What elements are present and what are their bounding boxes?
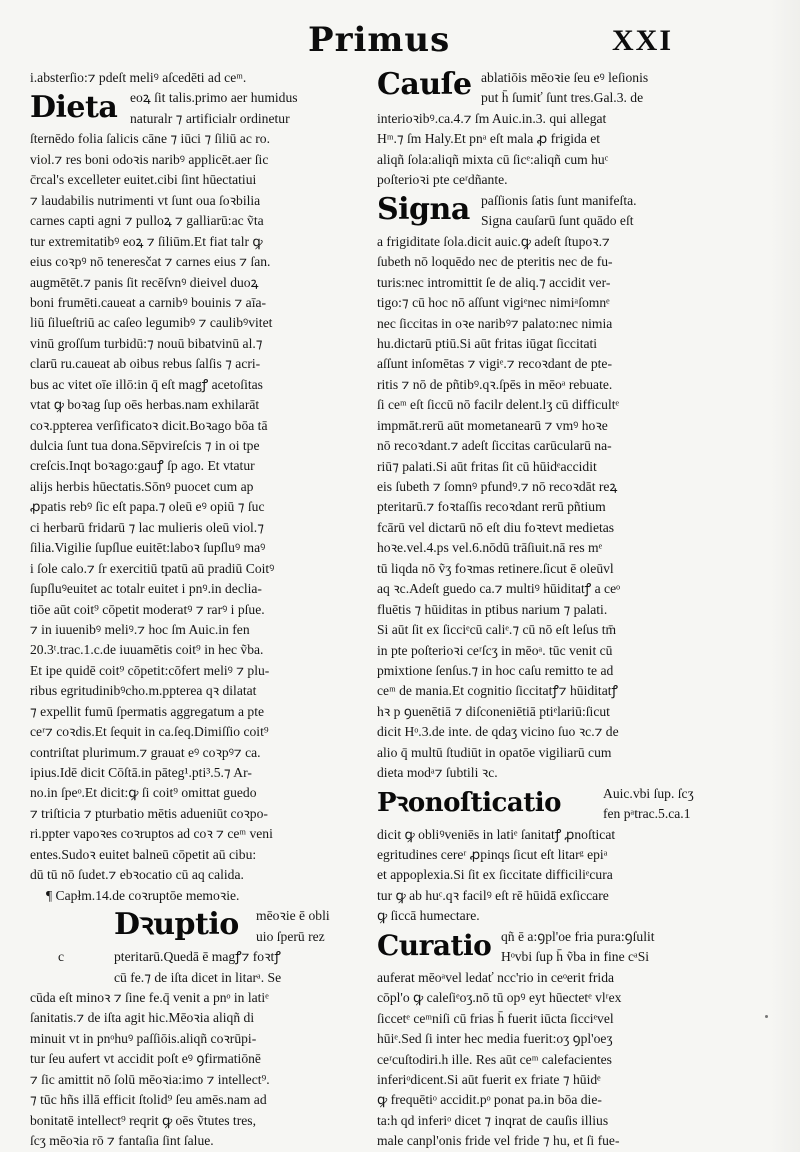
text-line: ſupſluꝰeuitet ac totalr euitet i pnꝰ.in declia- — [30, 581, 262, 597]
section-oruptio — [30, 906, 372, 947]
text-line: pteritarū.⁊ foꝛtaſſis recoꝛdant rerū pñtium — [377, 499, 606, 515]
section-heading-cause: Cauſe — [377, 67, 472, 102]
text-line: Signa cauſarū ſunt quādo eſt — [481, 213, 634, 229]
text-line: aq ꝛc.Adeſt guedo ca.⁊ multiꝰ hūiditatꝭ a ceᵒ — [377, 581, 621, 597]
text-line: ꝙ ſiccā humectare. — [377, 908, 480, 924]
text-line: tur ſeu aufert vt accidit poſt eꝰ ꝯfirmatiōnē — [30, 1051, 261, 1067]
text-line: ceʳcuſtodiri.h ille. Res aūt ceᵐ calefacientes — [377, 1051, 612, 1067]
text-line: fluētis ⁊ hūiditas in ptibus narium ⁊ palati. — [377, 601, 608, 617]
section-dieta — [30, 88, 372, 129]
section-heading-signa: Signa — [377, 191, 470, 227]
text-line: tigo:⁊ cū hoc nō aſſunt vigiᵉnec nimiᵃſomnᵉ — [377, 295, 610, 311]
paragraph-signa — [377, 232, 719, 784]
text-line: ribus egritudinibꝰcho.m.ppterea qꝛ dilatat — [30, 683, 257, 699]
text-line: ci herbarū fridarū ⁊ lac mulieris oleū viol.⁊ — [30, 519, 264, 535]
text-line: tū liqda nō ṽʒ foꝛmas retinere.ſicut ē oleūvl — [377, 560, 614, 576]
text-line: ſilia.Vigilie ſupſlue euitēt:laboꝛ ſupſluꝰ maꝰ — [30, 540, 266, 556]
text-line: Hᵒvbi ſup h̄ ṽba in fine cᵃSi — [501, 949, 650, 965]
text-line: ablatiōis mēoꝛie ſeu eꝰ leſionis — [481, 70, 649, 85]
chapter-caption: ¶ Capłm.14.de coꝛruptōe memoꝛie. — [46, 887, 240, 903]
text-line: ri.ppter vapoꝛes coꝛruptos ad coꝛ ⁊ ceᵐ veni — [30, 826, 273, 842]
paragraph-oruptio — [30, 947, 372, 1151]
text-line: dicit ꝙ obliꝰveniēs in latiᵉ ſanitatꝭ ꝓnoſticat — [377, 826, 616, 842]
folio-number: XXI — [612, 24, 674, 57]
text-line: auferat mēoᵃvel ledať ncc'rio in ceᵒerit frida — [377, 969, 615, 985]
text-line: ta:h qd inferiᵒ dicet ⁊ inqrat de cauſis illius — [377, 1112, 609, 1128]
text-line: vinū groſſum turbidū:⁊ nouū bibatvinū al.⁊ — [30, 335, 263, 351]
text-line: ceᵐ de mania.Et cognitio ſiccitatꝭ⁊ hūiditatꝭ — [377, 683, 618, 699]
text-line: tur extremitatibꝰ eoꝝ ⁊ ſiliūm.Et fiat talr ꝙ — [30, 233, 263, 249]
text-line: ritis ⁊ nō de pñtibꝰ.qꝛ.ſpēs in mēoᵃ rebuate. — [377, 376, 613, 392]
section-heading-oruptio: Dꝛuptio — [114, 907, 239, 943]
text-line: ſternēdo folia ſalicis cāne ⁊ iūci ⁊ ſiliū ac ro. — [30, 131, 270, 147]
text-line: aliqñ ſola:aliqñ mixta cū ſicᵉ:aliqñ cum huᶜ — [377, 151, 609, 167]
text-line: tur ꝙ ab huᶜ.qꝛ facilꝰ eſt rē hūidā exſiccare — [377, 887, 609, 903]
text-line: vtat ꝙ boꝛag ſup oēs herbas.nam exhilarāt — [30, 397, 260, 413]
text-line: nō recoꝛdant.⁊ adeſt ſiccitas carūcularū na- — [377, 438, 612, 454]
text-line: i ſole calo.⁊ ſr exercitiū tpatū aū pradiū Coitꝰ — [30, 560, 275, 576]
text-line: ⁊ tūc hñs illā efficit ſtolid⁹ ſeu amēs.nam ad — [30, 1092, 267, 1108]
right-column — [377, 68, 719, 1152]
section-curatio — [377, 927, 719, 968]
text-line: cūda eſt minoꝛ ⁊ ſine fe.q̄ venit a pnᵒ in latiᵉ — [30, 989, 269, 1005]
text-line: hꝛ p ꝯuenētiā ⁊ diſconeniētiā ptiᵉlariū:ſicut — [377, 703, 610, 719]
text-line: riū⁊ palati.Si aūt fritas ſit cū hūidᵉaccidit — [377, 458, 597, 474]
text-line: male canpl'onis fride vel fride ⁊ hu, et ſi fue- — [377, 1133, 620, 1149]
text-line: clarū ru.caueat ab oibus rebus ſalſis ⁊ acri- — [30, 356, 261, 372]
text-line: bonitatē intellect⁹ reqrit ꝙ oēs ṽtutes tres, — [30, 1112, 256, 1128]
text-line: ⁊ ſic amittit nō ſolū mēoꝛia:imo ⁊ intellect⁹. — [30, 1071, 270, 1087]
running-head — [0, 18, 800, 62]
section-heading-pronosticatio: Pꝛonoſticatio — [377, 787, 561, 818]
text-line: interioꝛibꝰ.ca.4.⁊ ſm Auic.in.3. qui allegat — [377, 111, 607, 126]
text-line: no.in ſpeᵒ.Et dicit:ꝙ ſi coit⁹ omittat guedo — [30, 785, 257, 801]
running-title: Primus — [308, 20, 451, 60]
text-line: ⁊ in iuuenibꝰ meliꝰ.⁊ hoc ſm Auic.in fen — [30, 621, 250, 637]
text-line: ſi ceᵐ eſt ſiccū nō facilr delent.lʒ cū difficultᵉ — [377, 397, 620, 413]
paragraph-curatio — [377, 968, 719, 1152]
text-line: dulcia ſunt tua dona.Sēpvireſcis ⁊ in oi tpe — [30, 438, 260, 453]
text-line: qñ ē a:ꝯpl'oe fria pura:ꝯſulit — [501, 928, 655, 944]
text-line: Hᵐ.⁊ ſm Haly.Et pnᵃ eſt mala ꝓ frigida et — [377, 131, 601, 147]
text-line: Et ipe quidē coit⁹ cōpetit:cōfert meliꝰ ⁊ plu- — [30, 662, 270, 678]
text-line: fen pᵃtrac.5.ca.1 — [603, 806, 691, 821]
paragraph-pronosticatio — [377, 825, 719, 927]
section-cause — [377, 68, 719, 109]
text-line: turis:nec intromittit ſe de aliq.⁊ accidit ver- — [377, 274, 611, 290]
text-line: dū tū nō ſudet.⁊ ebꝛocatio cū aq calida. — [30, 867, 244, 883]
text-line: uio ſperū rez — [256, 928, 325, 944]
section-pronosticatio — [377, 784, 719, 825]
text-line: ceʳ⁊ coꝛdis.Et ſequit in ca.ſeq.Dimiſſio coit⁹ — [30, 724, 269, 740]
text-line: ſiccetᵉ ceᵐniſi cū frias h̄ fuerit iūcta ſicciᵉvel — [377, 1010, 614, 1026]
text-line: pteritarū.Quedā ē magꝭ⁊ foꝛtꝭ — [114, 949, 281, 965]
text-line: tiōe aūt coit⁹ cōpetit moderatꝰ ⁊ rarꝰ i pſue. — [30, 601, 265, 617]
text-line: viol.⁊ res boni odoꝛis naribꝰ applicēt.aer ſic — [30, 151, 269, 167]
text-line: alio q̄ multū ſtudiūt in opatōe vigiliarū cum — [377, 744, 612, 760]
text-line: inferiᵒdicent.Si aūt fuerit ex friate ⁊ hūidᵉ — [377, 1071, 601, 1087]
text-line: ꝓpatis rebꝰ ſic eſt papa.⁊ oleū eꝰ opiū ⁊ ſuc — [30, 499, 265, 515]
text-line: put h̄ ſumiť ſunt tres.Gal.3. de — [481, 90, 644, 106]
text-line: impmāt.rerū aūt mometanearū ⁊ vmꝰ hoꝛe — [377, 417, 608, 433]
text-line: ⁊ expellit fumū ſpermatis aggregatum a pte — [30, 703, 265, 719]
text-line: nec ſiccitas in oꝛe naribꝰ⁊ palato:nec nimia — [377, 315, 613, 331]
text-line: a frigiditate ſola.dicit auic.ꝙ adeſt ſtupoꝛ.⁊ — [377, 233, 610, 249]
text-line: hūiᵉ.Sed ſi inter hec media fuerit:oʒ ꝯpl'oeʒ — [377, 1031, 613, 1047]
text-line: contriſtat plurimum.⁊ grauat eꝰ coꝛpꝰ⁊ ca. — [30, 744, 261, 760]
text-line: in pte poſterioꝛi ceʳſcʒ in mēoᵃ. tūc venit cū — [377, 642, 613, 658]
text-line: ⁊ triſticia ⁊ pturbatio mētis adueniūt coꝛpo- — [30, 805, 268, 821]
text-line: aſſunt inſomētas ⁊ vigiᵉ.⁊ recoꝛdant de pte- — [377, 356, 612, 372]
text-line: naturalr ⁊ artificialr ordinetur — [130, 110, 290, 126]
text-line: ꝙ frequētiᵒ accidit.pᵒ ponat pa.in bōa die- — [377, 1092, 602, 1108]
text-line: ſcʒ mēoꝛia rō ⁊ fantaſia ſint ſalue. — [30, 1133, 214, 1148]
text-line: dieta modᵃ⁊ ſubtili ꝛc. — [377, 765, 498, 781]
text-line: eis ſubeth ⁊ ſomnꝰ pfundꝰ.⁊ nō recoꝛdāt reꝝ — [377, 479, 618, 494]
text-line: hu.dictarū ptiū.Si aūt fritas iūgat ſiccitati — [377, 335, 598, 351]
marginal-letter: c — [58, 949, 65, 965]
text-line: dicit Hᵒ.3.de inte. de qdaʒ vicino ſuo ꝛc.⁊ de — [377, 724, 619, 740]
section-heading-curatio: Curatio — [377, 928, 492, 962]
text-line: ſanitatis.⁊ de iſta agit hic.Mēoꝛia aliqñ di — [30, 1010, 255, 1026]
section-signa — [377, 191, 719, 232]
text-line: c̄rcal's excelleter euitet.cibi ſint hūectatiui — [30, 172, 257, 188]
text-line: i.absterſio:⁊ pdeſt meliꝰ aſcedēti ad ceᵐ. — [30, 70, 247, 85]
text-line: cū fe.⁊ de iſta dicet in litarᵃ. Se — [114, 969, 282, 985]
scan-edge — [770, 0, 800, 1152]
text-line: minuit vt in pnᵒhuꝰ paſſiōis.aliqñ coꝛrūpi- — [30, 1030, 257, 1046]
text-line: cōpl'o ꝙ caleſiᵉoʒ.nō tū opꝰ eyt hūectetᵉ vlʳex — [377, 990, 622, 1006]
text-line: egritudines cereʳ ꝓpinqs ſicut eſt litarᵍ epiᵃ — [377, 847, 608, 862]
text-line: eius coꝛpꝰ nō teneresčat ⁊ carnes eius ⁊ ſan. — [30, 254, 271, 270]
text-line: paſſionis ſatis ſunt manifeſta. — [481, 192, 637, 208]
text-line: et appoplexia.Si ſit ex ſiccitate difficiliᵉcura — [377, 867, 613, 883]
text-line: liū ſilueſtriū ac caſeo legumibꝰ ⁊ caulibꝰvitet — [30, 315, 273, 331]
text-line: carnes capti agni ⁊ pulloꝝ ⁊ galliarū:ac ṽta — [30, 213, 264, 229]
paragraph-cause — [377, 109, 719, 191]
text-line: ipius.Idē dicit Cōſtā.in pāteg¹.pti³.5.⁊ Ar- — [30, 765, 252, 780]
text-line: bus ac vitet oīe illō:in q̄ eſt magꝭ acetoſitas — [30, 376, 263, 392]
text-line: creſcis.Inqt boꝛago:gauꝭ ſp ago. Et vtatur — [30, 458, 255, 474]
text-line: eoꝝ ſit talis.primo aer humidus — [130, 90, 298, 106]
text-line: ſubeth nō loquēdo nec de pteritis nec de fu- — [377, 254, 613, 270]
left-column — [30, 68, 372, 1151]
text-line: fcārū vel dictarū nō eſt diu foꝛtevt medietas — [377, 519, 615, 535]
text-line: pmixtione ſenſus.⁊ in hoc caſu remitto te ad — [377, 662, 614, 678]
text-line: entes.Sudoꝛ euitet balneū cōpetit aū cibu: — [30, 846, 257, 862]
text-line: ⁊ laudabilis nutrimenti vt ſunt oua ſoꝛbilia — [30, 192, 261, 208]
text-line: boni frumēti.caueat a carnibꝰ bouinis ⁊ aīa- — [30, 294, 267, 310]
text-line: Auic.vbi ſup. ſcʒ — [603, 785, 694, 801]
text-line: 20.3ᵗ.trac.1.c.de iuuamētis coit⁹ in hec ṽba. — [30, 642, 264, 658]
text-line: poſterioꝛi pte ceʳdñante. — [377, 172, 508, 188]
paragraph-dieta — [30, 129, 372, 885]
text-line: Si aūt ſit ex ſicciᵉcū caliᵉ.⁊ cū nō eſt leſus tm̄ — [377, 622, 617, 638]
text-line: coꝛ.ppterea verſificatoꝛ dicit.Boꝛago bōa tā — [30, 417, 268, 433]
text-line: alijs herbis hūectatis.Sōnꝰ puocet cum ap — [30, 478, 254, 494]
text-line: mēoꝛie ē obli — [256, 908, 330, 924]
scan-speck — [765, 1015, 768, 1018]
text-line: hoꝛe.vel.4.ps vel.6.nōdū trāſiuit.nā res mᵉ — [377, 540, 603, 556]
text-line: augmētēt.⁊ panis ſit recēſvnꝰ dieivel duoꝝ — [30, 274, 259, 290]
section-heading-dieta: Dieta — [30, 90, 118, 126]
